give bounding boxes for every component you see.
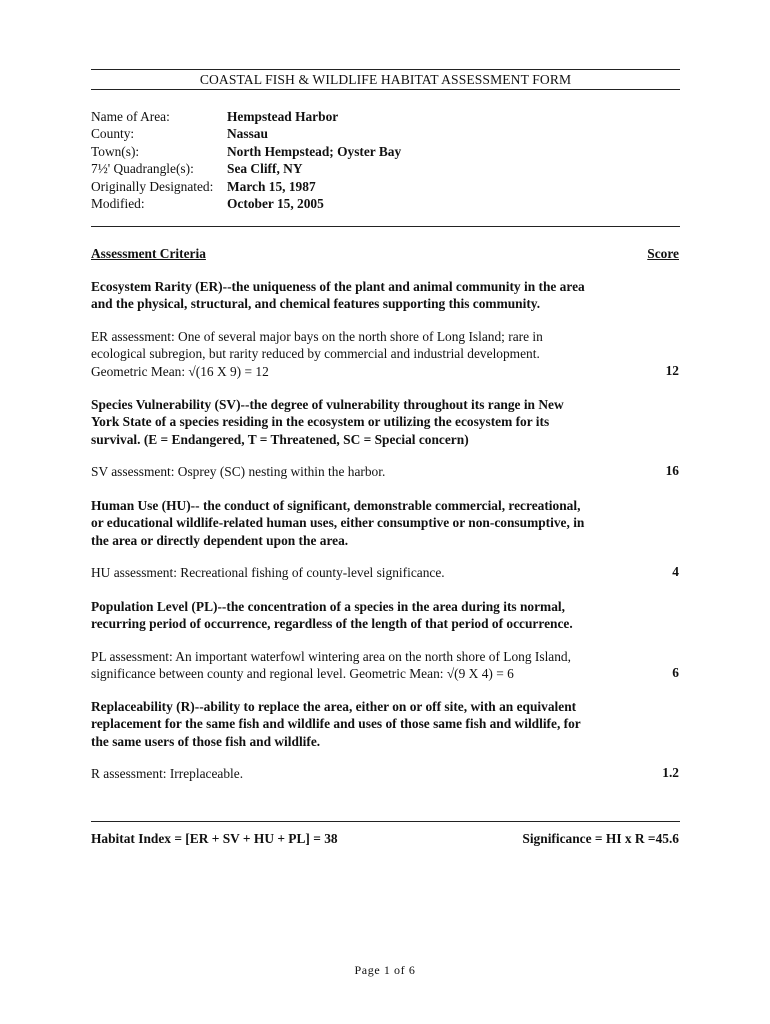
info-label: Town(s): <box>91 143 140 159</box>
habitat-index: Habitat Index = [ER + SV + HU + PL] = 38 <box>91 831 338 846</box>
criterion-pl-assessment <box>91 648 651 683</box>
criterion-r-title <box>91 698 621 750</box>
form-title: COASTAL FISH & WILDLIFE HABITAT ASSESSMENT FORM <box>199 72 572 87</box>
significance: Significance = HI x R =45.6 <box>522 831 679 846</box>
title-rule <box>91 89 680 90</box>
info-label: Name of Area: <box>91 109 170 124</box>
criterion-title-line: survival. (E = Endangered, T = Threatened, SC = Special concern) <box>91 431 469 447</box>
info-row-quadrangle <box>91 160 401 177</box>
score-sv: 16 <box>665 463 679 478</box>
criterion-title-line: Population Level (PL)--the concentration of a species in the area during its normal, <box>91 599 565 614</box>
assessment-line: HU assessment: Recreational fishing of county-level significance. <box>91 565 445 580</box>
criterion-title-line: replacement for the same fish and wildlife and uses of those same fish and wildlife, for <box>91 716 581 732</box>
criterion-title-line: the same users of those fish and wildlife. <box>91 733 321 749</box>
info-label: 7½' Quadrangle(s): <box>91 161 194 177</box>
info-row-towns <box>91 143 401 160</box>
info-rule <box>91 226 680 227</box>
info-row-designated <box>91 178 401 195</box>
score-hu: 4 <box>672 564 679 579</box>
assessment-line: SV assessment: Osprey (SC) nesting within the harbor. <box>91 464 386 479</box>
criterion-hu-title <box>91 497 621 549</box>
info-value: March 15, 1987 <box>227 178 316 194</box>
footer-rule <box>91 821 680 822</box>
criterion-title-line: York State of a species residing in the ecosystem or utilizing the ecosystem for its <box>91 414 550 430</box>
info-value: Hempstead Harbor <box>227 109 339 124</box>
score-r: 1.2 <box>662 765 679 780</box>
info-label: Originally Designated: <box>91 178 214 194</box>
info-label: Modified: <box>91 196 145 212</box>
score-pl: 6 <box>672 665 679 680</box>
criterion-er-title <box>91 278 621 313</box>
info-label: County: <box>91 126 135 142</box>
assessment-line: ecological subregion, but rarity reduced by commercial and industrial development. <box>91 346 540 362</box>
criterion-title-line: Ecosystem Rarity (ER)--the uniqueness of the plant and animal community in the area <box>91 279 585 294</box>
info-value: October 15, 2005 <box>227 196 324 212</box>
criterion-title-line: Human Use (HU)-- the conduct of significant, demonstrable commercial, recreational, <box>91 498 581 513</box>
criterion-er-assessment <box>91 328 651 380</box>
info-value: North Hempstead; Oyster Bay <box>227 143 402 159</box>
info-row-county <box>91 125 401 142</box>
info-value: Sea Cliff, NY <box>227 161 303 177</box>
criterion-sv-title <box>91 396 621 448</box>
score-header: Score <box>647 246 679 261</box>
criterion-pl-title <box>91 598 621 633</box>
criterion-title-line: the area or directly dependent upon the area. <box>91 532 349 548</box>
assessment-line: ER assessment: One of several major bays on the north shore of Long Island; rare in <box>91 329 543 344</box>
criterion-title-line: Replaceability (R)--ability to replace the area, either on or off site, with an equivalent <box>91 699 577 714</box>
criterion-title-line: recurring period of occurrence, regardless of the length of that period of occurrence. <box>91 616 573 632</box>
criterion-sv-assessment <box>91 463 621 480</box>
criterion-hu-assessment <box>91 564 621 581</box>
assessment-line: PL assessment: An important waterfowl wintering area on the north shore of Long Island, <box>91 649 571 664</box>
page-number: Page 1 of 6 <box>354 963 416 977</box>
criterion-title-line: or educational wildlife-related human uses, either consumptive or non-consumptive, in <box>91 515 585 531</box>
criterion-title-line: Species Vulnerability (SV)--the degree of vulnerability throughout its range in New <box>91 397 564 412</box>
area-info <box>91 108 401 212</box>
assessment-line: R assessment: Irreplaceable. <box>91 766 244 781</box>
assessment-line: Geometric Mean: √(16 X 9) = 12 <box>91 363 269 379</box>
criterion-title-line: and the physical, structural, and chemical features supporting this community. <box>91 296 541 312</box>
score-er: 12 <box>665 363 679 378</box>
criterion-r-assessment <box>91 765 621 782</box>
info-value: Nassau <box>227 126 268 142</box>
assessment-line: significance between county and regional level. Geometric Mean: √(9 X 4) = 6 <box>91 666 514 682</box>
info-row-name <box>91 108 401 125</box>
top-rule <box>91 69 680 70</box>
info-row-modified <box>91 195 401 212</box>
criteria-header: Assessment Criteria <box>91 246 206 261</box>
